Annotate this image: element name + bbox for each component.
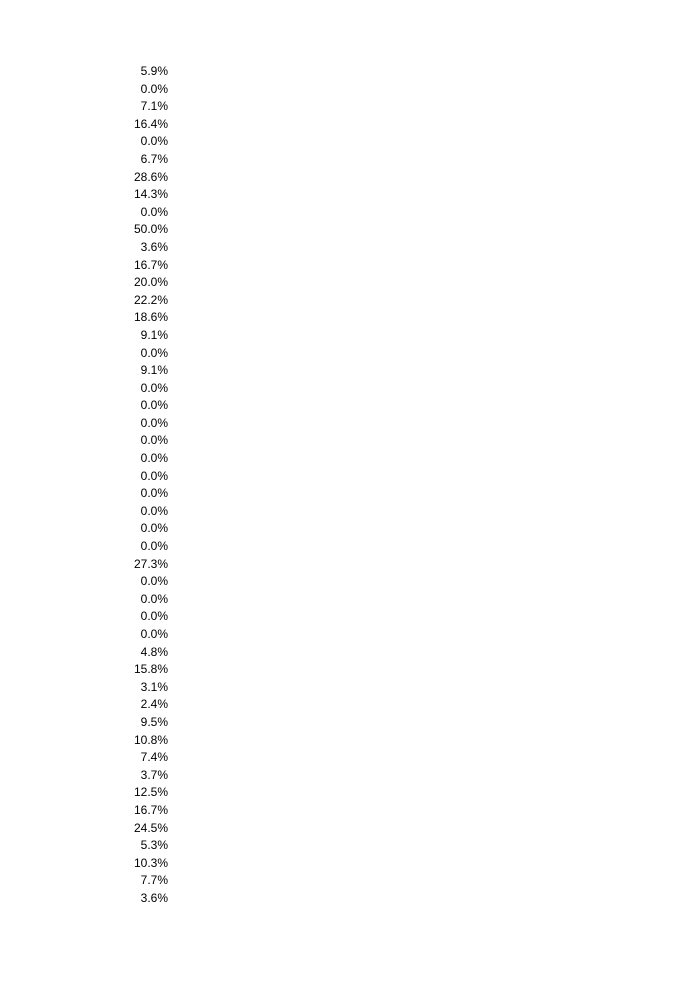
percentage-cell: 18.6%	[133, 310, 168, 325]
percentage-cell: 14.3%	[133, 187, 168, 202]
percentage-cell: 3.7%	[140, 767, 168, 782]
percentage-cell: 16.4%	[133, 116, 168, 131]
percentage-cell: 7.7%	[140, 873, 168, 888]
percentage-cell: 0.0%	[140, 627, 168, 641]
percentage-cell: 16.7%	[133, 257, 168, 272]
percentage-cell: 0.0%	[140, 574, 168, 589]
percentage-cell: 0.0%	[140, 415, 168, 430]
percentage-cell: 0.0%	[140, 539, 168, 554]
percentage-cell: 9.1%	[140, 327, 168, 342]
percentage-cell: 16.7%	[133, 802, 168, 817]
percentage-cell: 6.7%	[140, 151, 168, 166]
percentage-cell: 0.0%	[140, 521, 168, 536]
percentage-cell: 5.3%	[140, 838, 168, 853]
percentage-cell: 7.1%	[140, 99, 168, 114]
percentage-cell: 0.0%	[140, 345, 168, 360]
percentage-cell: 27.3%	[133, 556, 168, 571]
percentage-cell: 10.8%	[133, 732, 168, 747]
percentage-cell: 0.0%	[140, 486, 168, 501]
percentage-cell: 0.0%	[140, 204, 168, 219]
percentage-cell: 4.8%	[140, 644, 168, 659]
percentage-cell: 28.6%	[133, 169, 168, 184]
percentage-cell: 0.0%	[140, 609, 168, 624]
percentage-cell: 15.8%	[133, 662, 168, 677]
percentage-cell: 7.4%	[140, 750, 168, 765]
percentage-cell: 0.0%	[140, 81, 168, 96]
percentage-cell: 0.0%	[140, 591, 168, 606]
percentage-cell: 0.0%	[140, 380, 168, 395]
percentage-cell: 0.0%	[140, 451, 168, 466]
percentage-cell: 2.4%	[140, 697, 168, 712]
percentage-cell: 3.6%	[140, 890, 168, 905]
percentage-cell: 3.1%	[140, 679, 168, 694]
percentage-cell: 20.0%	[133, 275, 168, 290]
percentage-cell: 0.0%	[140, 433, 168, 448]
percentage-cell: 0.0%	[140, 398, 168, 413]
percentage-cell: 9.5%	[140, 714, 168, 729]
percentage-cell: 0.0%	[140, 134, 168, 149]
percentage-cell: 12.5%	[133, 785, 168, 800]
percentage-cell: 0.0%	[140, 503, 168, 518]
percentage-cell: 10.3%	[133, 855, 168, 870]
percentage-cell: 0.0%	[140, 468, 168, 483]
percentage-cell: 22.2%	[133, 292, 168, 307]
percentage-cell: 50.0%	[133, 222, 168, 237]
percentage-column	[100, 63, 168, 908]
percentage-cell: 24.5%	[133, 820, 168, 835]
percentage-cell: 5.9%	[140, 64, 168, 78]
percentage-cell: 3.6%	[140, 239, 168, 254]
percentage-cell: 9.1%	[140, 363, 168, 378]
